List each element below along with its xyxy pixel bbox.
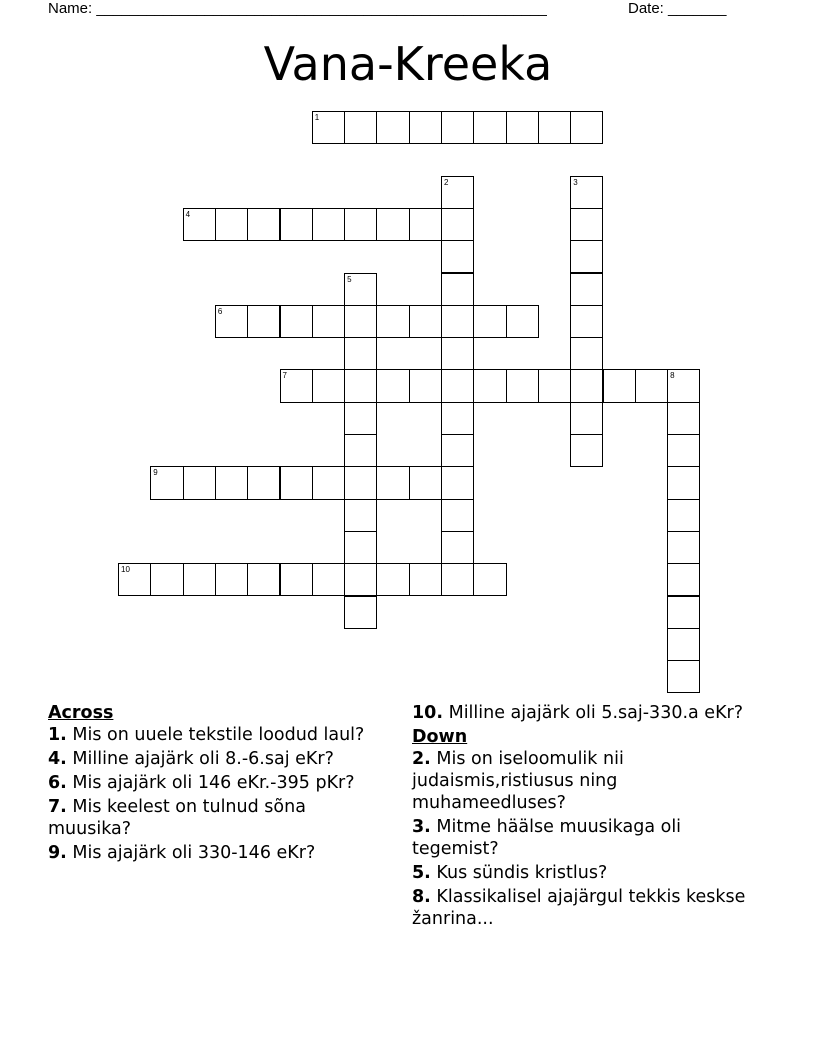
grid-cell[interactable] <box>118 563 151 596</box>
clue-number: 3. <box>412 817 431 837</box>
grid-cell[interactable] <box>312 466 345 499</box>
cell-number: 4 <box>185 209 191 219</box>
grid-cell[interactable] <box>538 111 571 144</box>
grid-cell[interactable] <box>280 369 313 402</box>
down-heading: Down <box>412 727 468 747</box>
date-field-label: Date: _______ <box>628 0 727 17</box>
grid-cell[interactable] <box>667 369 700 402</box>
grid-cell[interactable] <box>344 337 377 370</box>
grid-cell[interactable] <box>506 111 539 144</box>
grid-cell[interactable] <box>570 402 603 435</box>
grid-cell[interactable] <box>441 176 474 209</box>
grid-cell[interactable] <box>570 305 603 338</box>
clue-text: Mitme häälse muusikaga oli tegemist? <box>412 817 682 859</box>
cell-number: 7 <box>282 371 287 381</box>
grid-cell[interactable] <box>441 111 474 144</box>
grid-cell[interactable] <box>667 499 700 532</box>
grid-cell[interactable] <box>280 466 313 499</box>
grid-cell[interactable] <box>376 466 409 499</box>
grid-cell[interactable] <box>441 305 474 338</box>
cell-number: 9 <box>153 468 158 478</box>
grid-cell[interactable] <box>312 208 345 241</box>
across-clues-column <box>48 702 368 866</box>
grid-cell[interactable] <box>247 563 280 596</box>
grid-cell[interactable] <box>215 208 248 241</box>
cell-number: 6 <box>217 306 223 316</box>
grid-cell[interactable] <box>344 499 377 532</box>
grid-cell[interactable] <box>409 208 442 241</box>
grid-cell[interactable] <box>667 531 700 564</box>
grid-cell[interactable] <box>376 111 409 144</box>
cell-number: 1 <box>314 113 320 122</box>
clue-text: Mis ajajärk oli 330-146 eKr? <box>72 843 316 863</box>
grid-cell[interactable] <box>280 563 313 596</box>
grid-cell[interactable] <box>570 369 603 402</box>
grid-cell[interactable] <box>312 563 345 596</box>
clue-number: 2. <box>412 749 431 769</box>
grid-cell[interactable] <box>441 273 474 306</box>
grid-cell[interactable] <box>344 402 377 435</box>
grid-cell[interactable] <box>667 660 700 693</box>
clue-number: 5. <box>412 863 431 883</box>
grid-cell[interactable] <box>570 434 603 467</box>
grid-cell[interactable] <box>441 240 474 273</box>
grid-cell[interactable] <box>344 434 377 467</box>
clue-down-8 <box>412 886 772 930</box>
clue-number: 9. <box>48 843 67 863</box>
grid-cell[interactable] <box>150 466 183 499</box>
grid-cell[interactable] <box>506 369 539 402</box>
clue-text: Mis ajajärk oli 146 eKr.-395 pKr? <box>72 773 355 793</box>
grid-cell[interactable] <box>441 563 474 596</box>
grid-cell[interactable] <box>473 369 506 402</box>
grid-cell[interactable] <box>312 305 345 338</box>
grid-cell[interactable] <box>183 563 216 596</box>
grid-cell[interactable] <box>344 369 377 402</box>
clue-text: Mis on iseloomulik nii judaismis,ristiusus ning muhameedluses? <box>412 749 624 813</box>
clue-number: 10. <box>412 703 444 723</box>
grid-cell[interactable] <box>635 369 668 402</box>
grid-cell[interactable] <box>312 369 345 402</box>
grid-cell[interactable] <box>312 111 345 144</box>
clue-text: Mis keelest on tulnud sõna muusika? <box>48 797 306 839</box>
clue-down-5 <box>412 862 772 884</box>
clue-across-10 <box>412 702 772 724</box>
clue-number: 1. <box>48 725 67 745</box>
grid-cell[interactable] <box>603 369 636 402</box>
grid-cell[interactable] <box>441 466 474 499</box>
clue-across-9 <box>48 842 368 864</box>
grid-cell[interactable] <box>441 499 474 532</box>
grid-cell[interactable] <box>344 563 377 596</box>
clue-number: 6. <box>48 773 67 793</box>
grid-cell[interactable] <box>667 563 700 596</box>
grid-cell[interactable] <box>473 111 506 144</box>
grid-cell[interactable] <box>344 466 377 499</box>
grid-cell[interactable] <box>473 305 506 338</box>
grid-cell[interactable] <box>570 176 603 209</box>
grid-cell[interactable] <box>570 337 603 370</box>
grid-cell[interactable] <box>667 402 700 435</box>
grid-cell[interactable] <box>344 531 377 564</box>
cell-number: 2 <box>444 177 449 187</box>
grid-cell[interactable] <box>409 305 442 338</box>
cell-number: 8 <box>670 371 675 381</box>
cell-number: 3 <box>573 177 578 187</box>
grid-cell[interactable] <box>570 273 603 306</box>
grid-cell[interactable] <box>441 337 474 370</box>
grid-cell[interactable] <box>409 369 442 402</box>
grid-cell[interactable] <box>344 596 377 629</box>
grid-cell[interactable] <box>409 563 442 596</box>
clue-down-2 <box>412 748 772 814</box>
grid-cell[interactable] <box>667 628 700 661</box>
grid-cell[interactable] <box>506 305 539 338</box>
grid-cell[interactable] <box>376 563 409 596</box>
grid-cell[interactable] <box>409 111 442 144</box>
grid-cell[interactable] <box>215 305 248 338</box>
clue-text: Milline ajajärk oli 5.saj-330.a eKr? <box>448 703 744 723</box>
clue-text: Milline ajajärk oli 8.-6.saj eKr? <box>72 749 334 769</box>
grid-cell[interactable] <box>441 434 474 467</box>
grid-cell[interactable] <box>538 369 571 402</box>
grid-cell[interactable] <box>247 208 280 241</box>
across-heading: Across <box>48 703 114 723</box>
page-title: Vana-Kreeka <box>263 37 553 91</box>
grid-cell[interactable] <box>215 466 248 499</box>
grid-cell[interactable] <box>376 208 409 241</box>
clue-across-6 <box>48 772 368 794</box>
grid-cell[interactable] <box>441 208 474 241</box>
grid-cell[interactable] <box>441 369 474 402</box>
clue-text: Klassikalisel ajajärgul tekkis keskse žanrina... <box>412 887 746 929</box>
grid-cell[interactable] <box>247 466 280 499</box>
clue-number: 8. <box>412 887 431 907</box>
grid-cell[interactable] <box>570 111 603 144</box>
grid-cell[interactable] <box>473 563 506 596</box>
grid-cell[interactable] <box>570 208 603 241</box>
grid-cell[interactable] <box>344 208 377 241</box>
grid-cell[interactable] <box>570 240 603 273</box>
grid-cell[interactable] <box>344 273 377 306</box>
grid-cell[interactable] <box>441 402 474 435</box>
grid-cell[interactable] <box>344 305 377 338</box>
grid-cell[interactable] <box>667 466 700 499</box>
down-clues-column <box>412 702 772 932</box>
grid-cell[interactable] <box>344 111 377 144</box>
grid-cell[interactable] <box>183 466 216 499</box>
grid-cell[interactable] <box>183 208 216 241</box>
grid-cell[interactable] <box>441 531 474 564</box>
grid-cell[interactable] <box>150 563 183 596</box>
grid-cell[interactable] <box>376 369 409 402</box>
grid-cell[interactable] <box>280 208 313 241</box>
grid-cell[interactable] <box>667 434 700 467</box>
clue-text: Mis on uuele tekstile loodud laul? <box>72 725 365 745</box>
clue-down-3 <box>412 816 772 860</box>
clue-number: 4. <box>48 749 67 769</box>
cell-number: 5 <box>347 274 352 284</box>
clue-across-4 <box>48 748 368 770</box>
grid-cell[interactable] <box>247 305 280 338</box>
grid-cell[interactable] <box>280 305 313 338</box>
clue-number: 7. <box>48 797 67 817</box>
cell-number: 10 <box>121 565 130 575</box>
grid-cell[interactable] <box>667 596 700 629</box>
name-field-label: Name: ______________________________________________________ <box>48 0 547 17</box>
grid-cell[interactable] <box>409 466 442 499</box>
clue-across-1 <box>48 724 368 746</box>
grid-cell[interactable] <box>376 305 409 338</box>
clue-text: Kus sündis kristlus? <box>436 863 608 883</box>
clue-across-7 <box>48 796 368 840</box>
grid-cell[interactable] <box>215 563 248 596</box>
